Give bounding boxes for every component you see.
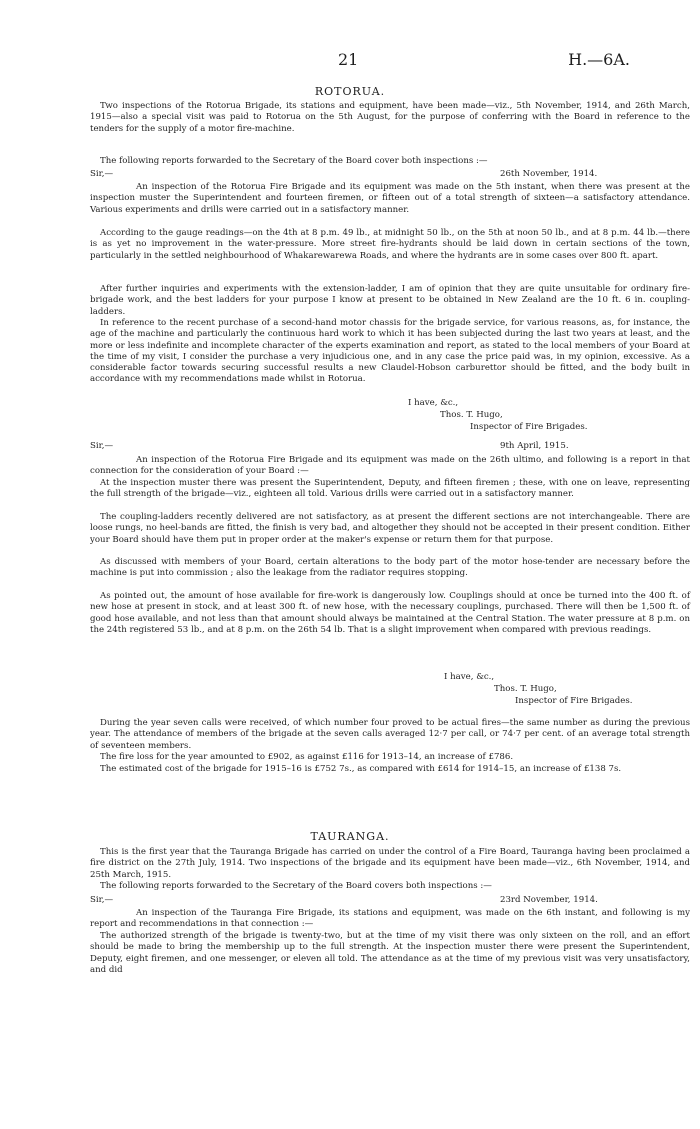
- page-header: [0, 50, 700, 74]
- report-date: 26th November, 1914.: [500, 169, 598, 179]
- report-paragraph: The coupling-ladders recently delivered are not satisfactory, as at present the different sections are not interchangeable. There are loose rungs, no heel-bands are fitted, the finish is very bad, and altogether they should not be accepted in their present condition. Either your Board should have them put in proper order at the maker's expense or return them for that purpose.: [90, 512, 690, 545]
- report-paragraph: After further inquiries and experiments with the extension-ladder, I am of opinion that they are quite unsuitable for ordinary fire-brigade work, and the best ladders for your purpose I know at present to be obtained in New Zealand are the 10 ft. 6 in. coupling-ladders.: [90, 284, 690, 317]
- report-paragraph: In reference to the recent purchase of a second-hand motor chassis for the brigade service, for various reasons, as, for instance, the age of the machine and particularly the continuous hard work to which it has been subjected during the last two years at least, and the more or less indefinite and incomplete character of the experts examination and report, as stated to the local members of your Board at the time of my visit, I consider the purchase a very injudicious one, and in any case the price paid was, in my opinion, excessive. As a considerable factor towards securing successful results a new Claudel-Hobson carburettor should be fitted, and the body built in accordance with my recommendations made whilst in Rotorua.: [90, 318, 690, 385]
- report-date: 9th April, 1915.: [500, 441, 569, 451]
- report-paragraph: An inspection of the Rotorua Fire Brigade and its equipment was made on the 5th instant, when there was present at the inspection muster the Superintendent and fourteen firemen, or fifteen out of a total strength of sixteen—a satisfactory attendance. Various experiments and drills were carried out in a satisfactory manner.: [90, 182, 690, 215]
- rotorua-reports-intro: The following reports forwarded to the Secretary of the Board cover both inspections :—: [100, 156, 488, 166]
- page-number: 21: [338, 50, 359, 69]
- summary-paragraph: The estimated cost of the brigade for 1915–16 is £752 7s., as compared with £614 for 1914–15, an increase of £138 7s.: [100, 764, 622, 774]
- report-closing: I have, &c.,: [408, 398, 459, 408]
- report-paragraph: An inspection of the Rotorua Fire Brigade and its equipment was made on the 26th ultimo, and following is a report in that connection for the consideration of your Board :—: [90, 455, 690, 477]
- document-reference-code: H.—6A.: [568, 50, 630, 69]
- rotorua-intro: Two inspections of the Rotorua Brigade, its stations and equipment, have been made—viz., 5th November, 1914, and 26th March, 1915—also a special visit was paid to Rotorua on the 5th August, for the purpose of conferring with the Board in reference to the tenders for the supply of a motor fire-machine.: [90, 101, 690, 134]
- section-title-rotorua: ROTORUA.: [314, 85, 386, 98]
- summary-paragraph: During the year seven calls were received, of which number four proved to be actual fires—the same number as during the previous year. The attendance of members of the brigade at the seven calls averaged 12·7 per call, or 74·7 per cent. of an average total strength of seventeen members.: [90, 718, 690, 751]
- report-salutation: Sir,—: [90, 441, 114, 451]
- report-paragraph: The authorized strength of the brigade is twenty-two, but at the time of my visit there was only sixteen on the roll, and an effort should be made to bring the membership up to the full strength. At the inspection muster there were present the Superintendent, Deputy, eight firemen, and one messenger, or eleven all told. The attendance as at the time of my previous visit was very unsatisfactory, and did: [90, 931, 690, 975]
- signatory-name: Thos. T. Hugo,: [494, 684, 557, 694]
- signatory-title: Inspector of Fire Brigades.: [470, 422, 588, 432]
- report-paragraph: At the inspection muster there was present the Superintendent, Deputy, and fifteen firemen ; these, with one on leave, representing the full strength of the brigade—viz., eighteen all told. Various drills were carried out in a satisfactory manner.: [90, 478, 690, 500]
- report-date: 23rd November, 1914.: [500, 895, 598, 905]
- report-salutation: Sir,—: [90, 169, 114, 179]
- tauranga-intro: This is the first year that the Tauranga Brigade has carried on under the control of a Fire Board, Tauranga having been proclaimed a fire district on the 27th July, 1914. Two inspections of the brigade and its equipment have been made—viz., 6th November, 1914, and 25th March, 1915.: [90, 847, 690, 880]
- signatory-title: Inspector of Fire Brigades.: [515, 696, 633, 706]
- summary-paragraph: The fire loss for the year amounted to £902, as against £116 for 1913–14, an increase of £786.: [100, 752, 514, 762]
- tauranga-reports-intro: The following reports forwarded to the Secretary of the Board covers both inspections :—: [100, 881, 492, 891]
- report-salutation: Sir,—: [90, 895, 114, 905]
- report-paragraph: According to the gauge readings—on the 4th at 8 p.m. 49 lb., at midnight 50 lb., on the 5th at noon 50 lb., and at 8 p.m. 44 lb.—there is as yet no improvement in the water-pressure. More street fire-hydrants should be laid down in certain sections of the town, particularly in the settled neighbourhood of Whakarewarewa Roads, and where the hydrants are in some cases over 800 ft. apart.: [90, 228, 690, 261]
- report-paragraph: As discussed with members of your Board, certain alterations to the body part of the motor hose-tender are necessary before the machine is put into commission ; also the leakage from the radiator requires stopping.: [90, 557, 690, 579]
- signatory-name: Thos. T. Hugo,: [440, 410, 503, 420]
- report-paragraph: An inspection of the Tauranga Fire Brigade, its stations and equipment, was made on the 6th instant, and following is my report and recommendations in that connection :—: [90, 908, 690, 930]
- report-paragraph: As pointed out, the amount of hose available for fire-work is dangerously low. Couplings should at once be turned into the 400 ft. of new hose at present in stock, and at least 300 ft. of new hose, with the necessary couplings, purchased. There will then be 1,500 ft. of good hose available, and not less than that amount should always be maintained at the Central Station. The water pressure at 8 p.m. on the 24th registered 53 lb., and at 8 p.m. on the 26th 54 lb. That is a slight improvement when compared with previous readings.: [90, 591, 690, 635]
- section-title-tauranga: TAURANGA.: [310, 830, 390, 843]
- report-closing: I have, &c.,: [444, 672, 495, 682]
